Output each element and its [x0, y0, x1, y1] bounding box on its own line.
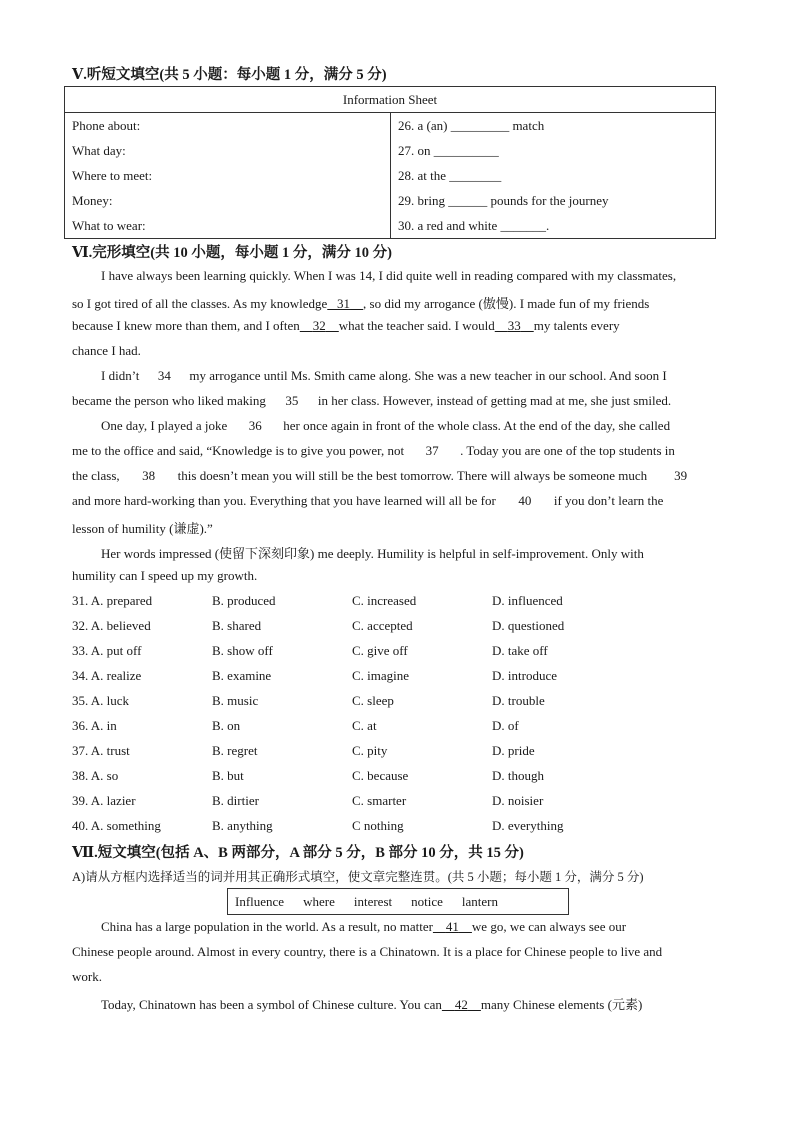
word-option: Influence	[235, 894, 285, 909]
option-choice: C. give off	[352, 643, 408, 658]
section-6-title: Ⅵ.完形填空(共 10 小题，每小题 1 分，满分 10 分)	[72, 245, 392, 261]
passage-text: so I got tired of all the classes. As my knowledge	[72, 296, 328, 311]
option-choice: C. sleep	[352, 693, 394, 708]
option-choice: C. because	[352, 768, 409, 783]
passage-line	[72, 293, 649, 312]
passage-line: China has a large population in the world. As a result, no matter 41 we go, we can always see our	[101, 919, 627, 934]
passage-line: work.	[72, 969, 102, 984]
table-cell: What day:	[72, 143, 126, 158]
passage-line: became the person who liked making 35 in her class. However, instead of getting mad at me, she just smiled.	[72, 393, 672, 408]
option-choice: B. examine	[212, 668, 272, 683]
option-choice: D. take off	[492, 643, 548, 658]
section-7-title: Ⅶ.短文填空(包括 A、B 两部分，A 部分 5 分，B 部分 10 分，共 15 分)	[72, 845, 524, 861]
blank-31: 31	[337, 296, 351, 311]
option-question: 38. A. so	[72, 768, 119, 783]
option-choice: C nothing	[352, 818, 404, 833]
passage-line	[72, 318, 620, 334]
blank-36: 36	[248, 418, 262, 433]
table-cell: 28. at the ________	[398, 168, 502, 183]
passage-text: my talents every	[533, 318, 620, 333]
table-left-column	[65, 113, 390, 238]
option-choice: B. on	[212, 718, 241, 733]
word-option: where	[303, 894, 335, 909]
option-choice: B. but	[212, 768, 244, 783]
blank-41: 41	[445, 919, 459, 934]
passage-line: I didn’t 34 my arrogance until Ms. Smith came along. She was a new teacher in our school. And soon I	[101, 368, 667, 383]
blank-34: 34	[157, 368, 171, 383]
option-choice: B. dirtier	[212, 793, 259, 808]
option-choice: C. at	[352, 718, 377, 733]
option-choice: C. pity	[352, 743, 388, 758]
table-right-column	[391, 113, 715, 238]
option-question: 34. A. realize	[72, 668, 142, 683]
passage-line: and more hard-working than you. Everything that you have learned will all be for 40 if you don’t learn the	[72, 493, 664, 508]
passage-line: me to the office and said, “Knowledge is to give you power, not 37 . Today you are one of the top students in	[72, 443, 675, 458]
passage-line: chance I had.	[72, 343, 141, 358]
table-cell: Where to meet:	[72, 168, 153, 183]
table-cell: 27. on __________	[398, 143, 499, 158]
passage-text: , so did my arrogance (傲慢). I made fun of my friends	[363, 296, 650, 311]
passage-line: One day, I played a joke 36 her once again in front of the whole class. At the end of the day, she called	[101, 418, 671, 433]
option-question: 35. A. luck	[72, 693, 130, 708]
table-cell: Money:	[72, 193, 113, 208]
option-choice: C. increased	[352, 593, 417, 608]
option-choice: C. imagine	[352, 668, 410, 683]
blank-39: 39	[674, 468, 688, 483]
option-choice: D. noisier	[492, 793, 544, 808]
option-question: 40. A. something	[72, 818, 161, 833]
option-question: 32. A. believed	[72, 618, 151, 633]
option-question: 37. A. trust	[72, 743, 130, 758]
option-choice: B. show off	[212, 643, 273, 658]
passage-line: Today, Chinatown has been a symbol of Chinese culture. You can 42 many Chinese elements (元素)	[101, 997, 643, 1012]
passage-line: Chinese people around. Almost in every country, there is a Chinatown. It is a place for Chinese people to live and	[72, 944, 663, 959]
option-choice: C. smarter	[352, 793, 407, 808]
blank-42: 42	[454, 997, 468, 1012]
option-choice: D. of	[492, 718, 519, 733]
blank-40: 40	[518, 493, 532, 508]
blank-38: 38	[142, 468, 156, 483]
passage-text: what the teacher said. I would	[338, 318, 495, 333]
option-choice: B. produced	[212, 593, 276, 608]
option-choice: B. shared	[212, 618, 262, 633]
word-box	[227, 888, 569, 915]
option-choice: B. anything	[212, 818, 273, 833]
option-question: 39. A. lazier	[72, 793, 136, 808]
table-cell: 26. a (an) _________ match	[398, 118, 545, 133]
passage-line: I have always been learning quickly. When I was 14, I did quite well in reading compared with my classmates,	[101, 268, 677, 283]
option-choice: D. introduce	[492, 668, 557, 683]
option-choice: B. music	[212, 693, 259, 708]
table-cell: Phone about:	[72, 118, 141, 133]
option-choice: D. pride	[492, 743, 535, 758]
blank-35: 35	[285, 393, 299, 408]
option-choice: D. questioned	[492, 618, 565, 633]
option-choice: B. regret	[212, 743, 258, 758]
passage-line: the class, 38 this doesn’t mean you will still be the best tomorrow. There will always be someone much 39	[72, 468, 688, 483]
table-header: Information Sheet	[65, 87, 716, 113]
option-choice: D. though	[492, 768, 544, 783]
table-cell: 30. a red and white _______.	[398, 218, 550, 233]
option-choice: C. accepted	[352, 618, 413, 633]
blank-37: 37	[425, 443, 439, 458]
section-5-title: Ⅴ.听短文填空(共 5 小题：每小题 1 分，满分 5 分)	[72, 67, 387, 83]
information-sheet-table	[64, 86, 716, 239]
passage-line: humility can I speed up my growth.	[72, 568, 258, 583]
section-7-instruction: A)请从方框内选择适当的词并用其正确形式填空，使文章完整连贯。(共 5 小题；每小题 1 分，满分 5 分)	[72, 870, 644, 884]
option-choice: D. trouble	[492, 693, 545, 708]
word-option: notice	[411, 894, 443, 909]
option-choice: D. everything	[492, 818, 564, 833]
passage-line: lesson of humility (谦虚).”	[72, 521, 213, 536]
option-question: 33. A. put off	[72, 643, 142, 658]
table-cell: What to wear:	[72, 218, 146, 233]
option-question: 31. A. prepared	[72, 593, 153, 608]
blank-32: 32	[312, 318, 326, 333]
passage-line: Her words impressed (使留下深刻印象) me deeply. Humility is helpful in self-improvement. Only with	[101, 546, 644, 561]
word-option: interest	[353, 894, 393, 909]
option-choice: D. influenced	[492, 593, 563, 608]
passage-text: because I knew more than them, and I often	[72, 318, 300, 333]
blank-33: 33	[507, 318, 521, 333]
table-cell: 29. bring ______ pounds for the journey	[398, 193, 609, 208]
option-question: 36. A. in	[72, 718, 117, 733]
word-option: lantern	[461, 894, 498, 909]
